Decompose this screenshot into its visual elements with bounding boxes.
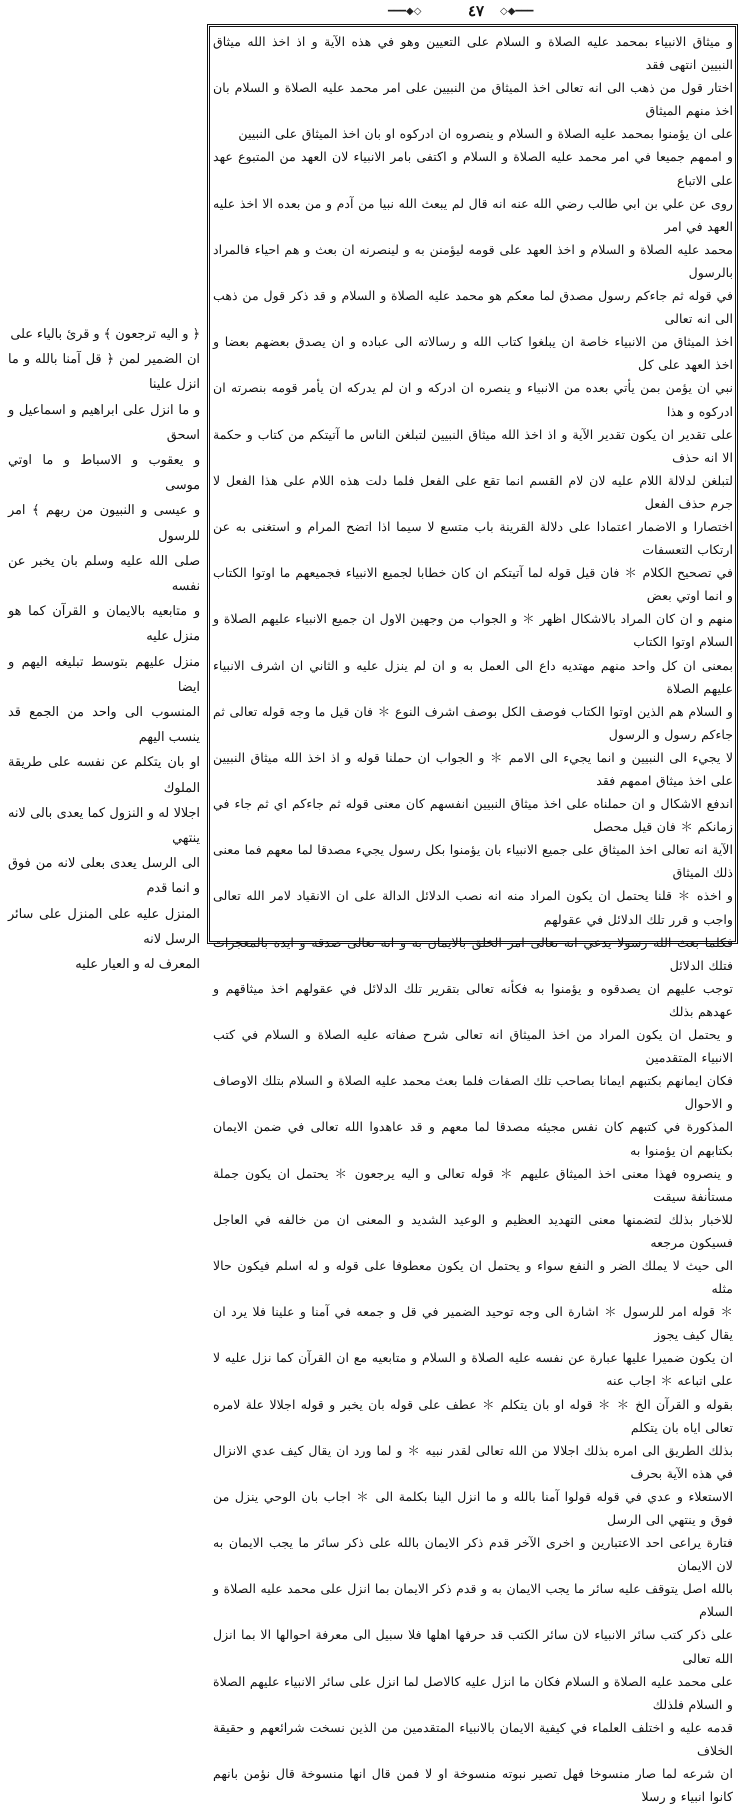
text-line: بذلك الطريق الى امره بذلك اجلالا من الله تعالى لقدر نبيه ＊ و لما ورد ان يقال كيف عدي الانزال في هذه الآية بحرف — [213, 1442, 733, 1481]
margin-line: منزل عليهم بتوسط تبليغه اليهم و ايضا — [8, 654, 200, 695]
text-line: بمعنى ان كل واحد منهم مهتديه داع الى العمل به و ان لم ينزل عليه و الثاني ان اشرف الانبياء عليهم الصلاة — [213, 657, 733, 696]
margin-line: و متابعيه بالايمان و القرآن كما هو منزل عليه — [8, 604, 200, 645]
text-line: الى حيث لا يملك الضر و النفع سواء و يحتمل ان يكون معطوفا على قوله و له اسلم فيكون حالا مثله — [213, 1257, 733, 1297]
text-line: و يحتمل ان يكون المراد من اخذ الميثاق انه تعالى شرح صفاته عليه الصلاة و السلام في كتب الانبياء المتقدمين — [213, 1027, 733, 1066]
text-line: و ينصروه فهذا معنى اخذ الميثاق عليهم ＊ قوله تعالى و اليه يرجعون ＊ يحتمل ان يكون جملة مستأنفة سيقت — [213, 1165, 733, 1204]
text-line: المذكورة في كتبهم كان نفس مجيئه مصدقا لما معهم و قد عاهدوا الله تعالى في ضمن الايمان بكتابهم ان يؤمنوا به — [213, 1119, 733, 1158]
text-line: اختصارا و الاضمار اعتمادا على دلالة القرينة باب متسع لا سيما اذا اتضح المرام و استغنى به عن ارتكاب التعسفات — [213, 518, 733, 558]
text-line: منهم و ان كان المراد بالاشكال اظهر ＊ و الجواب من وجهين الاول ان جميع الانبياء عليهم الصلاة و السلام اوتوا الكتاب — [213, 611, 733, 650]
margin-line: و عيسى و النبيون من ربهم ﴾ امر للرسول — [8, 503, 200, 544]
text-line: بقوله و القرآن الخ ＊ ＊ قوله او بان يتكلم ＊ عطف على قوله بان يخبر و قوله اجلالا علة لامره تعالى اياه بان يتكلم — [213, 1396, 733, 1435]
margin-line: المنزل عليه على المنزل على سائر الرسل لانه — [8, 906, 200, 947]
margin-line: المنسوب الى واحد من الجمع قد ينسب اليهم — [8, 705, 200, 746]
margin-line: اجلالا له و النزول كما يعدى بالى لانه ينتهي — [8, 805, 200, 847]
text-line: على ذكر كتب سائر الانبياء لان سائر الكتب قد حرفها اهلها فلا سبيل الى معرفة احوالها الا بما انزل الله تعالى — [213, 1627, 733, 1666]
margin-line: الى الرسل يعدى بعلى لانه من فوق و انما قدم — [8, 856, 200, 897]
text-line: و السلام هم الذين اوتوا الكتاب فوصف الكل بوصف اشرف النوع ＊ فان قيل ما وجه قوله تعالى ثم جاءكم رسول و الرسول — [213, 703, 733, 742]
page-header — [0, 0, 750, 22]
text-line: على تقدير ان يكون تقدير الآية و اذ اخذ الله ميثاق النبيين لتبلغن الناس ما آتيتكم من كتاب و حكمة الا انه حذف — [213, 426, 733, 465]
text-line: روى عن علي بن ابي طالب رضي الله عنه انه قال لم يبعث الله نبيا من آدم و من بعده الا اخذ عليه العهد في امر — [213, 195, 733, 234]
margin-line: المعرف له و العيار عليه — [75, 957, 200, 973]
page-number: ٤٧ — [467, 2, 485, 20]
text-line: ان شرعه لما صار منسوخا فهل تصير نبوته منسوخة او لا فمن قال انها منسوخة قال نؤمن بانهم كانوا انبياء و رسلا — [213, 1766, 733, 1805]
left-ornament-icon: ━━━◆◇ — [388, 6, 422, 17]
text-line: فكلما بعث الله رسولا يدعي انه تعالى امر الخلق بالايمان به و انه تعالى صدقه و ايده بالمعجزات فتلك الدلائل — [213, 934, 733, 973]
text-line: لا يجيء الى النبيين و انما يجيء الى الامم ＊ و الجواب ان حملنا قوله و اذ اخذ الله ميثاق النبيين على اخذ ميثاق اممهم فقد — [213, 749, 733, 788]
text-line: الآية انه تعالى اخذ الميثاق على جميع الانبياء بان يؤمنوا بكل رسول يجيء مصدقا لما معهم فما معنى ذلك الميثاق — [213, 842, 733, 881]
text-line: اخذ الميثاق من الانبياء خاصة ان يبلغوا كتاب الله و رسالاته الى عباده و ان يصدق بعضهم بعضا و اخذ العهد على كل — [213, 334, 733, 373]
text-line: ان يكون ضميرا عليها عبارة عن نفسه عليه الصلاة و السلام و متابعيه مع ان القرآن كما نزل عليه لا على اتباعه ＊ اجاب عنه — [213, 1350, 733, 1389]
text-line: الاستعلاء و عدي في قوله قولوا آمنا بالله و ما انزل الينا بكلمة الى ＊ اجاب بان الوحي ينزل من فوق و ينتهي الى الرسل — [213, 1488, 733, 1527]
margin-line: او بان يتكلم عن نفسه على طريقة الملوك — [8, 755, 200, 796]
margin-line: و يعقوب و الاسباط و ما اوتي موسى — [8, 453, 200, 494]
text-line: توجب عليهم ان يصدقوه و يؤمنوا به فكأنه تعالى بتقرير تلك الدلائل في عقولهم اخذ ميثاقهم و عهدهم بذلك — [213, 980, 733, 1019]
main-commentary-text — [213, 30, 733, 1805]
text-line: و اممهم جميعا في امر محمد عليه الصلاة و السلام و اكتفى بامر الانبياء لان العهد من المتبوع عهد على الاتباع — [213, 149, 733, 188]
text-line: في تصحيح الكلام ＊ فان قيل قوله لما آتيتكم ان كان خطابا لجميع الانبياء فجميعهم ما اوتوا الكتاب و انما اوتي بعض — [213, 565, 733, 604]
margin-line: صلى الله عليه وسلم بان يخبر عن نفسه — [8, 553, 200, 595]
text-line: فكان ايمانهم بكتبهم ايمانا بصاحب تلك الصفات فلما بعث محمد عليه الصلاة و السلام بتلك الاوصاف و الاحوال — [213, 1073, 733, 1112]
text-line: و اخذه ＊ قلنا يحتمل ان يكون المراد منه انه نصب الدلائل الدالة على ان الانقياد لامر الله تعالى واجب و قرر تلك الدلائل في عقولهم — [213, 888, 733, 927]
margin-quran-text — [8, 322, 200, 977]
right-ornament-icon: ◇◆━━━ — [500, 6, 534, 17]
text-line: ＊ قوله امر للرسول ＊ اشارة الى وجه توحيد الضمير في قل و جمعه في آمنا و علينا فلا يرد ان يقال كيف يجوز — [213, 1304, 733, 1343]
text-line: اندفع الاشكال و ان حملناه على اخذ ميثاق النبيين انفسهم كان معنى قوله ثم جاءكم اي ثم جاء في زمانكم ＊ فان قيل محصل — [213, 796, 733, 835]
margin-line: ان الضمير لمن ﴿ قل آمنا بالله و ما انزل علينا — [8, 352, 200, 393]
margin-line: و ما انزل على ابراهيم و اسماعيل و اسحق — [8, 402, 200, 443]
text-line: للاخبار بذلك لتضمنها معنى التهديد العظيم و الوعيد الشديد و المعنى ان من خالفه في العاجل فسيكون مرجعه — [213, 1211, 733, 1250]
text-line: اختار قول من ذهب الى انه تعالى اخذ الميثاق من النبيين على امر محمد عليه الصلاة و السلام بان اخذ منهم الميثاق — [213, 80, 733, 119]
text-line: في قوله ثم جاءكم رسول مصدق لما معكم هو محمد عليه الصلاة و السلام و قد ذكر قول من ذهب الى انه تعالى — [213, 288, 733, 327]
margin-line: ﴿ و اليه ترجعون ﴾ و قرئ بالياء على — [10, 327, 200, 342]
text-line: قدمه عليه و اختلف العلماء في كيفية الايمان بالانبياء المتقدمين من الذين نسخت شرائعهم و حقيقة الخلاف — [213, 1719, 733, 1758]
text-line: و ميثاق الانبياء بمحمد عليه الصلاة و السلام على التعيين وهو في هذه الآية و اذ اخذ الله ميثاق النبيين انتهى فقد — [213, 34, 733, 73]
text-line: على محمد عليه الصلاة و السلام فكان ما انزل عليه كالاصل لما انزل على سائر الانبياء عليهم الصلاة و السلام فلذلك — [213, 1673, 733, 1712]
text-line: لتبلغن لدلالة اللام عليه لان لام القسم انما تقع على الفعل فلما دلت هذه اللام على هذا الفعل لا جرم حذف الفعل — [213, 472, 733, 511]
text-line: محمد عليه الصلاة و السلام و اخذ العهد على قومه ليؤمنن به و لينصرنه ان بعث و هم احياء فالمراد بالرسول — [213, 241, 733, 280]
text-line: نبي ان يؤمن بمن يأتي بعده من الانبياء و ينصره ان ادركه و ان لم يدركه ان يأمر قومه بنصرته ان ادركوه و هذا — [213, 380, 733, 419]
text-line: بالله اصل يتوقف عليه سائر ما يجب الايمان به و قدم ذكر الايمان بما انزل على محمد عليه الصلاة و السلام — [213, 1581, 733, 1620]
text-line: فتارة يراعى احد الاعتبارين و اخرى الآخر قدم ذكر الايمان بالله على ذكر سائر ما يجب الايمان به لان الايمان — [213, 1535, 733, 1574]
text-line: على ان يؤمنوا بمحمد عليه الصلاة و السلام و ينصروه ان ادركوه او بان اخذ الميثاق على النبيين — [238, 126, 733, 142]
